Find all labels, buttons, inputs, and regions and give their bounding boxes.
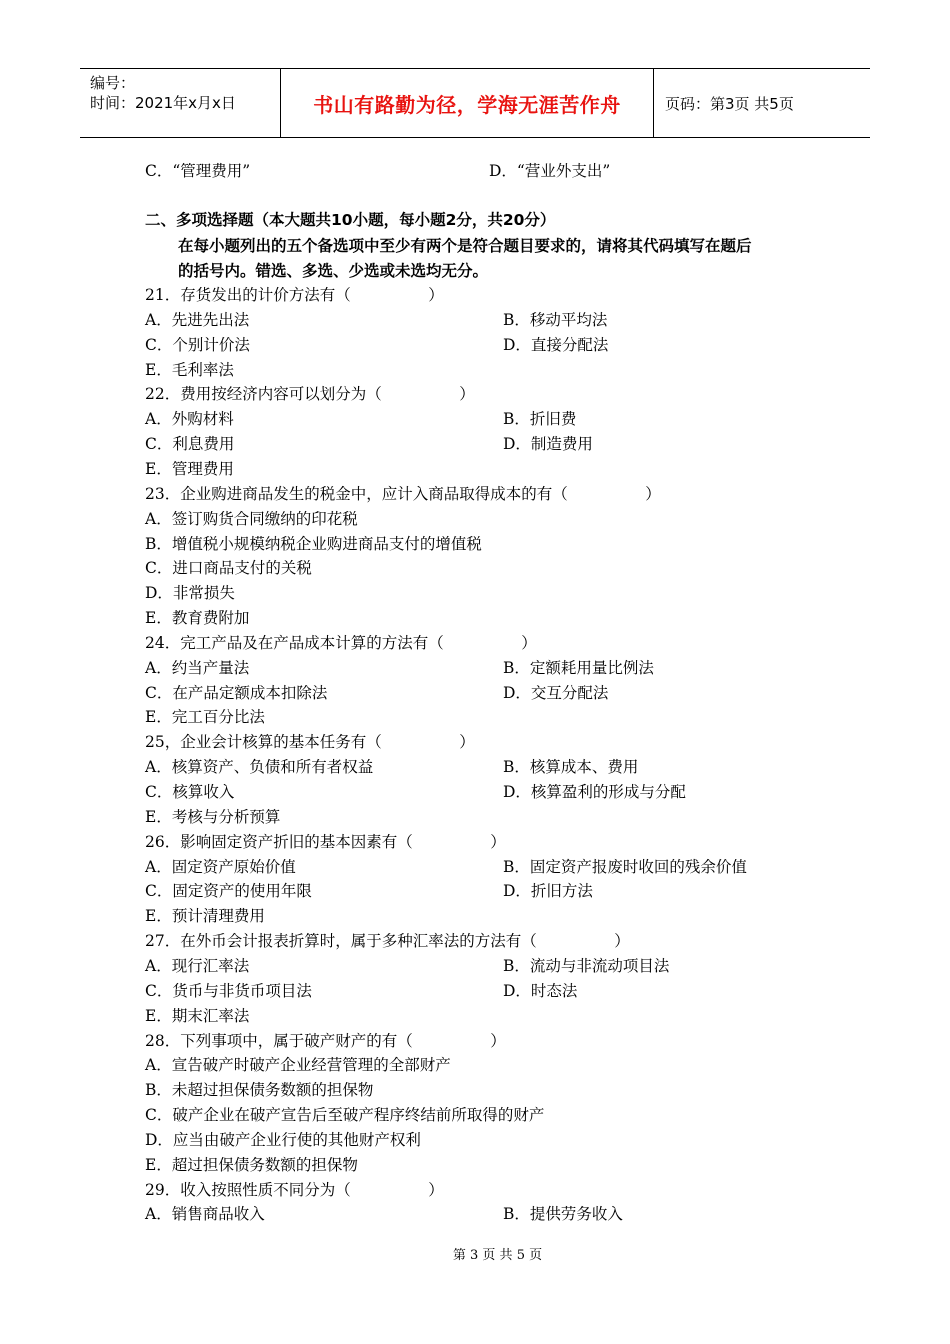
question-option: B．增值税小规模纳税企业购进商品支付的增值税 xyxy=(145,535,482,553)
question-option: E．完工百分比法 xyxy=(145,708,265,726)
section-instruction-cont: 的括号内。错选、多选、少选或未选均无分。 xyxy=(178,262,489,280)
header-meta xyxy=(80,69,281,137)
header-page-number: 页码：第3页 共5页 xyxy=(665,94,794,113)
question-option: A．核算资产、负债和所有者权益 xyxy=(145,758,374,776)
question-option: D．直接分配法 xyxy=(503,336,609,354)
question-option: B．固定资产报废时收回的残余价值 xyxy=(503,858,747,876)
question-option: D．折旧方法 xyxy=(503,882,593,900)
section-instruction: 在每小题列出的五个备选项中至少有两个是符合题目要求的，请将其代码填写在题后 xyxy=(178,237,752,255)
question-option: E．管理费用 xyxy=(145,460,234,478)
header-motto: 书山有路勤为径，学海无涯苦作舟 xyxy=(281,69,654,137)
document-number: 编号： xyxy=(90,74,136,92)
question-stem: 23．企业购进商品发生的税金中，应计入商品取得成本的有（ ） xyxy=(145,485,661,503)
page-header xyxy=(80,68,870,138)
question-option: D．制造费用 xyxy=(503,435,593,453)
question-option: A．签订购货合同缴纳的印花税 xyxy=(145,510,358,528)
question-option: E．期末汇率法 xyxy=(145,1007,250,1025)
question-option: A．销售商品收入 xyxy=(145,1205,265,1223)
question-option: B．提供劳务收入 xyxy=(503,1205,623,1223)
question-option: D．交互分配法 xyxy=(503,684,609,702)
question-option: A．约当产量法 xyxy=(145,659,250,677)
question-option: D．时态法 xyxy=(503,982,578,1000)
question-option: C．核算收入 xyxy=(145,783,235,801)
question-option: E．教育费附加 xyxy=(145,609,250,627)
page-footer: 第 3 页 共 5 页 xyxy=(452,1248,543,1263)
question-option: C．在产品定额成本扣除法 xyxy=(145,684,328,702)
question-option: C．破产企业在破产宣告后至破产程序终结前所取得的财产 xyxy=(145,1106,545,1124)
question-stem: 29．收入按照性质不同分为（ ） xyxy=(145,1181,444,1199)
question-option: E．考核与分析预算 xyxy=(145,808,281,826)
question-option: B．流动与非流动项目法 xyxy=(503,957,670,975)
question-option: A．先进先出法 xyxy=(145,311,250,329)
document-date: 时间：2021年x月x日 xyxy=(90,94,236,112)
question-stem: 27．在外币会计报表折算时，属于多种汇率法的方法有（ ） xyxy=(145,932,630,950)
prev-option-d: D．“营业外支出” xyxy=(489,162,611,180)
question-option: B．核算成本、费用 xyxy=(503,758,639,776)
question-option: A．外购材料 xyxy=(145,410,234,428)
question-option: A．宣告破产时破产企业经营管理的全部财产 xyxy=(145,1056,451,1074)
question-option: B．未超过担保债务数额的担保物 xyxy=(145,1081,374,1099)
question-option: C．固定资产的使用年限 xyxy=(145,882,312,900)
question-stem: 26．影响固定资产折旧的基本因素有（ ） xyxy=(145,833,506,851)
question-option: C．货币与非货币项目法 xyxy=(145,982,312,1000)
question-stem: 22．费用按经济内容可以划分为（ ） xyxy=(145,385,475,403)
section-title: 二、多项选择题（本大题共10小题，每小题2分，共20分） xyxy=(145,211,556,229)
question-option: E．超过担保债务数额的担保物 xyxy=(145,1156,358,1174)
question-option: E．毛利率法 xyxy=(145,361,234,379)
question-stem: 25，企业会计核算的基本任务有（ ） xyxy=(145,733,475,751)
question-option: C．个别计价法 xyxy=(145,336,250,354)
question-option: C．进口商品支付的关税 xyxy=(145,559,312,577)
question-option: A．现行汇率法 xyxy=(145,957,250,975)
question-option: D．应当由破产企业行使的其他财产权利 xyxy=(145,1131,421,1149)
question-option: A．固定资产原始价值 xyxy=(145,858,296,876)
question-option: D．核算盈利的形成与分配 xyxy=(503,783,686,801)
question-stem: 24．完工产品及在产品成本计算的方法有（ ） xyxy=(145,634,537,652)
question-option: D．非常损失 xyxy=(145,584,235,602)
question-option: B．移动平均法 xyxy=(503,311,608,329)
question-option: C．利息费用 xyxy=(145,435,235,453)
question-option: B．定额耗用量比例法 xyxy=(503,659,654,677)
prev-option-c: C．“管理费用” xyxy=(145,162,251,180)
question-stem: 28．下列事项中，属于破产财产的有（ ） xyxy=(145,1032,506,1050)
question-option: B．折旧费 xyxy=(503,410,577,428)
question-stem: 21．存货发出的计价方法有（ ） xyxy=(145,286,444,304)
question-option: E．预计清理费用 xyxy=(145,907,265,925)
